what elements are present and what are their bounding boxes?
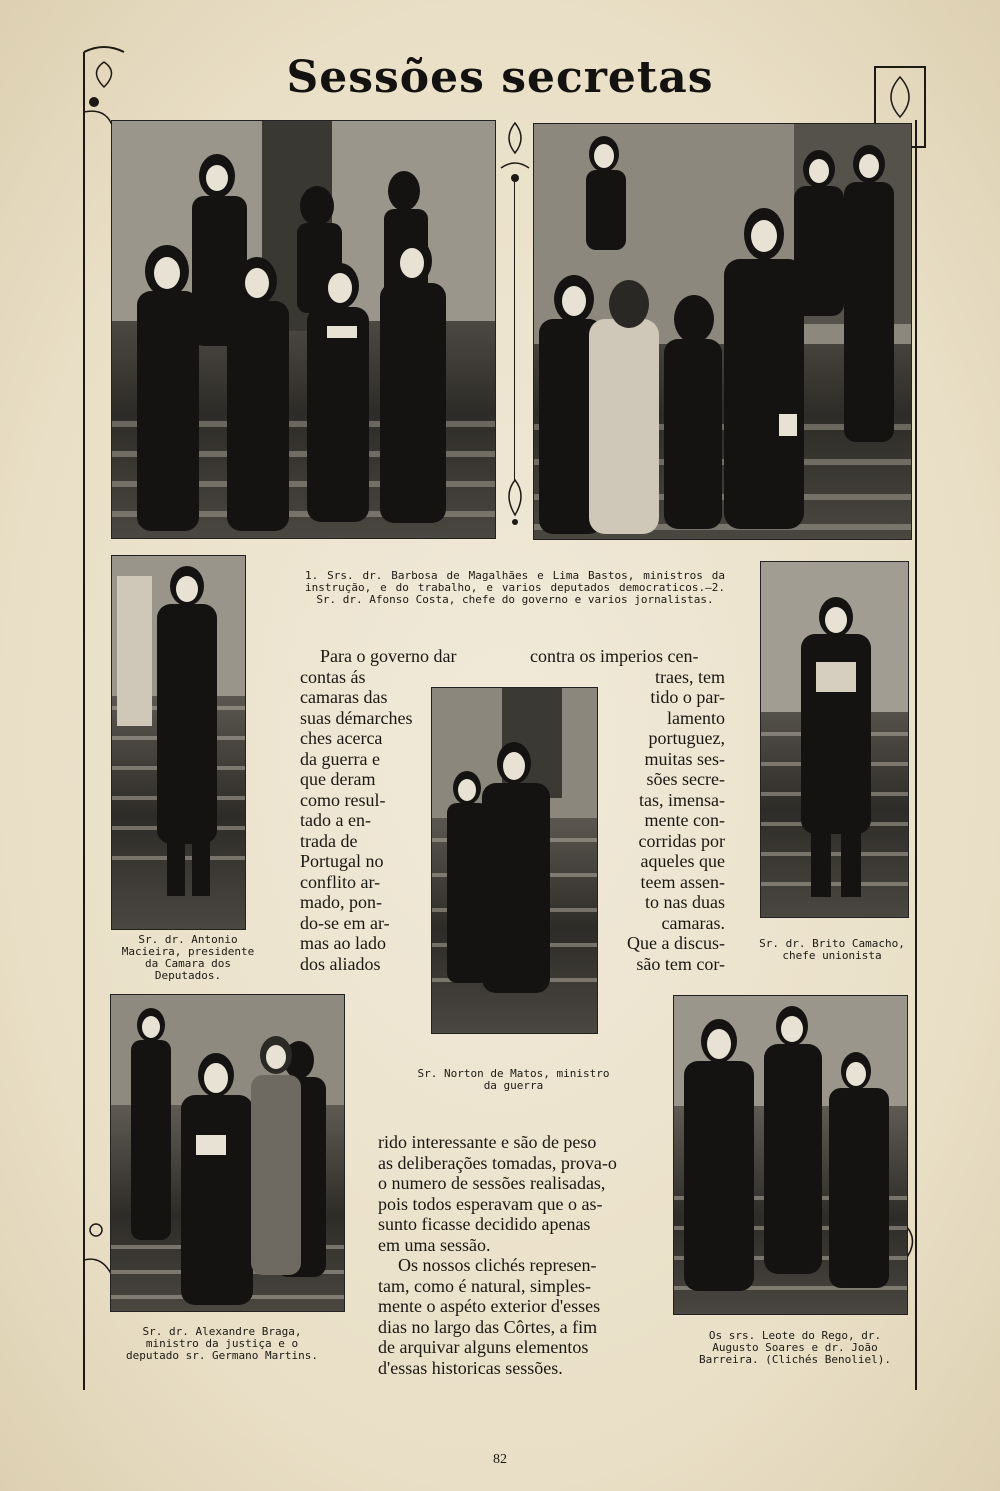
article-line: Para o governo dar (320, 646, 457, 666)
article-line: tado a en- (300, 810, 371, 830)
caption-norton: Sr. Norton de Matos, ministro da guerra (417, 1067, 610, 1092)
photo-leote-do-rego (673, 995, 908, 1315)
article-line: de arquivar alguns elementos (378, 1337, 589, 1357)
photo-antonio-macieira (111, 555, 246, 930)
article-line: traes, tem (655, 666, 725, 687)
article-line: muitas ses- (644, 748, 725, 769)
article-line: as deliberações tomadas, prova-o (378, 1152, 617, 1173)
article-line: pois todos esperavam que o as- (378, 1193, 603, 1214)
article-line: corridas por (638, 830, 725, 851)
frame-center-divider (514, 180, 515, 480)
article-line: dias no largo das Côrtes, a fim (378, 1316, 598, 1337)
article-line: trada de (300, 830, 358, 851)
floral-ornament-center-top-icon (497, 118, 533, 188)
article-line: contas ás (300, 666, 366, 687)
article-line: sunto ficasse decidido apenas (378, 1214, 591, 1234)
photo-afonso-costa-group (533, 123, 912, 540)
article-line: são tem cor- (636, 953, 725, 974)
article-line: d'essas historicas sessões. (378, 1357, 563, 1378)
article-line: Os nossos clichés represen- (398, 1255, 597, 1275)
photo-barbosa-group (111, 120, 496, 539)
article-line: tam, como é natural, simples- (378, 1275, 591, 1296)
article-line: Portugal no (300, 851, 384, 871)
article-line: do-se em ar- (300, 912, 390, 933)
article-line: tas, imensa- (639, 789, 725, 810)
article-line: dos aliados (300, 953, 381, 974)
article-column-left (300, 646, 457, 974)
caption-leote: Os srs. Leote do Rego, dr. Augusto Soares e dr. João Barreira. (Clichés Benoliel). (698, 1329, 892, 1366)
article-line: lamento (667, 707, 725, 728)
article-line: mente con- (644, 810, 725, 830)
article-line: sões secre- (646, 769, 725, 789)
caption-braga: Sr. dr. Alexandre Braga, ministro da justiça e o deputado sr. Germano Martins. (125, 1325, 319, 1362)
article-column-bottom (378, 1132, 640, 1378)
photo-alexandre-braga (110, 994, 345, 1312)
article-line: da guerra e (300, 748, 380, 769)
page-number: 82 (493, 1452, 507, 1467)
article-line: ches acerca (300, 728, 383, 748)
frame-left-line (83, 120, 85, 1390)
article-line: teem assen- (640, 871, 725, 892)
article-line: tido o par- (650, 687, 725, 707)
article-line: mado, pon- (300, 892, 382, 912)
article-line: camaras. (661, 912, 725, 933)
article-line: aqueles que (640, 851, 725, 871)
floral-ornament-center-bottom-icon (497, 470, 533, 530)
article-line: portuguez, (648, 728, 725, 748)
caption-macieira: Sr. dr. Antonio Macieira, presidente da Camara dos Deputados. (121, 933, 255, 982)
article-line: suas démarches (300, 707, 413, 728)
article-line: Que a discus- (627, 933, 725, 953)
article-line: camaras das (300, 687, 388, 707)
article-line: que deram (300, 769, 376, 789)
article-line: to nas duas (645, 892, 725, 912)
article-line: o numero de sessões realisadas, (378, 1173, 606, 1193)
article-line: mente o aspéto exterior d'esses (378, 1296, 601, 1316)
article-line: contra os imperios cen- (530, 646, 699, 666)
photo-brito-camacho (760, 561, 909, 918)
page-title: Sessões secretas (286, 52, 714, 103)
article-line: mas ao lado (300, 933, 386, 953)
article-line: em uma sessão. (378, 1234, 491, 1255)
article-column-right (530, 646, 725, 974)
caption-top-photos: 1. Srs. dr. Barbosa de Magalhães e Lima Bastos, ministros da instrução, e do trabalho, e varios deputados democraticos.—2. Sr. dr. Afonso Costa, chefe do governo e varios jornalistas. (305, 569, 725, 606)
article-line: conflito ar- (300, 871, 381, 892)
caption-camacho: Sr. dr. Brito Camacho, chefe unionista (759, 937, 905, 962)
article-line: rido interessante e são de peso (378, 1132, 597, 1152)
article-line: como resul- (300, 789, 386, 810)
